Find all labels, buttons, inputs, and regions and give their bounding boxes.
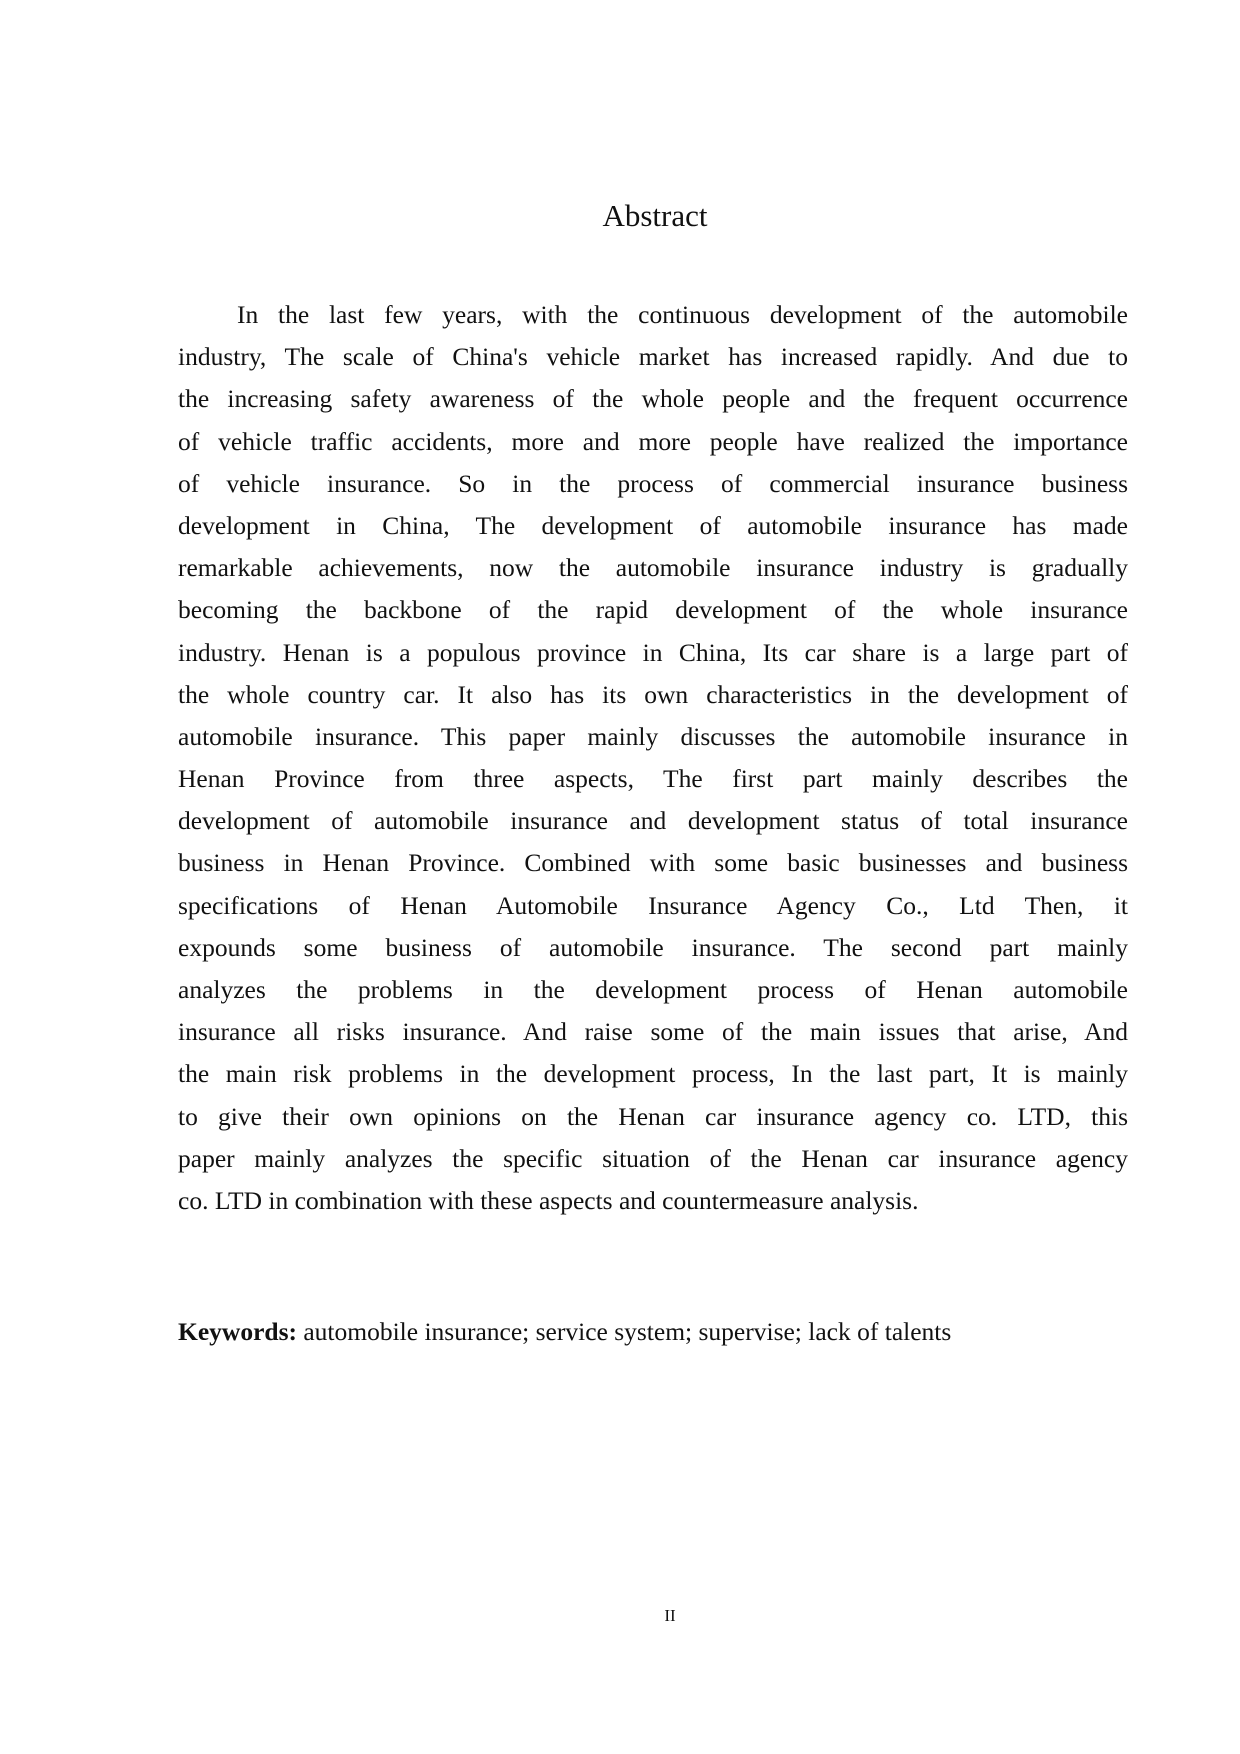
abstract-line: of vehicle traffic accidents, more and more people have realized the importance <box>178 426 1128 456</box>
abstract-line: industry. Henan is a populous province in China, Its car share is a large part of <box>178 637 1128 667</box>
abstract-line: development in China, The development of automobile insurance has made <box>178 510 1128 540</box>
abstract-line: the whole country car. It also has its own characteristics in the development of <box>178 679 1128 709</box>
abstract-line: Henan Province from three aspects, The first part mainly describes the <box>178 764 1128 794</box>
abstract-line: to give their own opinions on the Henan car insurance agency co. LTD, this <box>178 1101 1128 1131</box>
abstract-line: industry, The scale of China's vehicle market has increased rapidly. And due to <box>178 342 1128 372</box>
page-number: II <box>664 1606 676 1625</box>
abstract-line: paper mainly analyzes the specific situation of the Henan car insurance agency <box>178 1143 1128 1173</box>
abstract-line: of vehicle insurance. So in the process of commercial insurance business <box>178 468 1128 498</box>
abstract-line: becoming the backbone of the rapid development of the whole insurance <box>178 595 1128 625</box>
abstract-line: remarkable achievements, now the automobile insurance industry is gradually <box>178 553 1128 583</box>
keywords <box>178 1311 951 1353</box>
abstract-line: automobile insurance. This paper mainly discusses the automobile insurance in <box>178 721 1128 751</box>
page-title: Abstract <box>602 198 708 233</box>
abstract-line: expounds some business of automobile insurance. The second part mainly <box>178 932 1128 962</box>
abstract-line: business in Henan Province. Combined with some basic businesses and business <box>178 848 1128 878</box>
abstract-body <box>178 294 1128 1222</box>
abstract-line: development of automobile insurance and development status of total insurance <box>178 806 1128 836</box>
abstract-line: specifications of Henan Automobile Insurance Agency Co., Ltd Then, it <box>178 890 1128 920</box>
abstract-line: analyzes the problems in the development process of Henan automobile <box>178 975 1128 1004</box>
abstract-line: the main risk problems in the development process, In the last part, It is mainly <box>178 1059 1128 1089</box>
keywords-text: automobile insurance; service system; supervise; lack of talents <box>296 1317 952 1346</box>
abstract-line: insurance all risks insurance. And raise some of the main issues that arise, And <box>178 1017 1128 1047</box>
abstract-line: In the last few years, with the continuous development of the automobile <box>237 300 1128 329</box>
abstract-line: co. LTD in combination with these aspects and countermeasure analysis. <box>178 1185 919 1215</box>
keywords-label: Keywords: <box>178 1317 297 1346</box>
abstract-line: the increasing safety awareness of the whole people and the frequent occurrence <box>178 384 1128 414</box>
